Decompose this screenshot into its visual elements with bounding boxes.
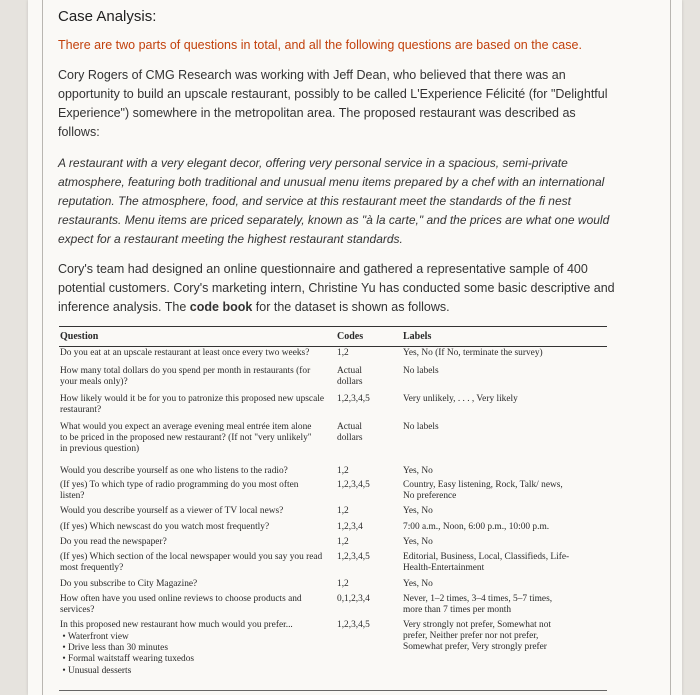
row-2-codes: Actual dollars xyxy=(337,366,363,388)
row-4-codes: Actual dollars xyxy=(337,422,363,444)
row-9-labels: Yes, No xyxy=(403,537,433,547)
row-2-labels: No labels xyxy=(403,366,439,376)
intro-text: There are two parts of questions in total, and all the following questions are based on the case. xyxy=(58,38,582,52)
row-10-codes: 1,2,3,4,5 xyxy=(337,552,370,562)
preference-bullet-list xyxy=(60,632,330,677)
row-10-question: (If yes) Which section of the local newspaper would you say you read most frequently? xyxy=(60,552,323,574)
row-7-labels: Yes, No xyxy=(403,506,433,516)
row-9-question: Do you read the newspaper? xyxy=(60,537,167,547)
row-8-codes: 1,2,3,4 xyxy=(337,522,363,532)
row-13-codes: 1,2,3,4,5 xyxy=(337,620,370,630)
row-6-codes: 1,2,3,4,5 xyxy=(337,480,370,490)
header-codes: Codes xyxy=(337,331,364,342)
row-11-codes: 1,2 xyxy=(337,579,349,589)
row-12-question: How often have you used online reviews to choose products and services? xyxy=(60,594,302,616)
row-11-question: Do you subscribe to City Magazine? xyxy=(60,579,198,589)
row-9-codes: 1,2 xyxy=(337,537,349,547)
row-5-codes: 1,2 xyxy=(337,466,349,476)
paragraph-2-bold: code book xyxy=(189,300,253,314)
document-page xyxy=(28,0,682,695)
row-12-codes: 0,1,2,3,4 xyxy=(337,594,370,604)
bullet-item: • Formal waitstaff wearing tuxedos xyxy=(60,654,195,665)
paragraph-2-text-before: Cory's team had designed an online questionnaire and gathered a representative sample of 400 potential customers. Cory's marketing intern, Christine Yu has conducted some basic descriptive and inference analysis. The xyxy=(58,262,615,314)
bullet-item: • Drive less than 30 minutes xyxy=(60,643,168,654)
row-1-labels: Yes, No (If No, terminate the survey) xyxy=(403,348,543,358)
table-bottom-rule xyxy=(59,690,607,691)
paragraph-2-text-after: for the dataset is shown as follows. xyxy=(252,300,450,314)
bullet-unusual-desserts: Unusual desserts xyxy=(67,665,132,676)
row-3-codes: 1,2,3,4,5 xyxy=(337,394,370,404)
row-13-labels: Very strongly not prefer, Somewhat not prefer, Neither prefer nor not prefer, Somewhat prefer, Very strongly prefer xyxy=(403,620,552,653)
row-3-question: How likely would it be for you to patronize this proposed new upscale restaurant? xyxy=(60,394,325,416)
row-8-question: (If yes) Which newscast do you watch most frequently? xyxy=(60,522,270,532)
row-7-codes: 1,2 xyxy=(337,506,349,516)
row-13-question: In this proposed new restaurant how much would you prefer... xyxy=(60,620,293,630)
row-10-labels: Editorial, Business, Local, Classifieds, Life-Health-Entertainment xyxy=(403,552,570,574)
content-frame xyxy=(42,0,671,695)
case-paragraph-1: Cory Rogers of CMG Research was working with Jeff Dean, who believed that there was an opportunity to build an upscale restaurant, possibly to be called L'Experience Félicité (for "Delightful Experience") somewhere in the metropolitan area. The proposed restaurant was described as follows: xyxy=(58,68,608,139)
row-1-question: Do you eat at an upscale restaurant at least once every two weeks? xyxy=(60,348,310,358)
header-question: Question xyxy=(60,331,99,342)
table-header-row xyxy=(59,326,607,347)
case-paragraph-2 xyxy=(58,260,628,317)
bullet-item: • Unusual desserts xyxy=(60,665,132,676)
bullet-drive-time: Drive less than 30 minutes xyxy=(67,643,168,654)
code-book-table xyxy=(59,326,607,692)
bullet-item: • Waterfront view xyxy=(60,632,129,642)
bullet-waterfront-view: Waterfront view xyxy=(67,632,129,642)
row-8-labels: 7:00 a.m., Noon, 6:00 p.m., 10:00 p.m. xyxy=(403,522,550,532)
row-6-question: (If yes) To which type of radio programming do you most often listen? xyxy=(60,480,299,502)
row-7-question: Would you describe yourself as a viewer of TV local news? xyxy=(60,506,284,516)
row-4-labels: No labels xyxy=(403,422,439,432)
row-3-labels: Very unlikely, . . . , Very likely xyxy=(403,394,518,404)
row-12-labels: Never, 1–2 times, 3–4 times, 5–7 times, more than 7 times per month xyxy=(403,594,553,616)
row-11-labels: Yes, No xyxy=(403,579,433,589)
header-labels: Labels xyxy=(403,331,432,342)
row-4-question: What would you expect an average evening meal entrée item alone to be priced in the proposed new restaurant? (If not "very unlikely" in previous question) xyxy=(60,422,312,455)
row-1-codes: 1,2 xyxy=(337,348,349,358)
row-5-question: Would you describe yourself as one who listens to the radio? xyxy=(60,466,288,476)
row-6-labels: Country, Easy listening, Rock, Talk/ news, No preference xyxy=(403,480,563,502)
row-5-labels: Yes, No xyxy=(403,466,433,476)
row-2-question: How many total dollars do you spend per month in restaurants (for your meals only)? xyxy=(60,366,311,388)
page-title: Case Analysis: xyxy=(58,8,157,25)
bullet-formal-waitstaff: Formal waitstaff wearing tuxedos xyxy=(67,654,195,665)
restaurant-description-quote: A restaurant with a very elegant decor, offering very personal service in a spacious, semi-private atmosphere, featuring both traditional and unusual menu items prepared by a chef with an international reputation. The atmosphere, food, and service at this restaurant meet the standards of the fi nest restaurants. Menu items are priced separately, known as "à la carte," and the prices are what one would expect for a restaurant meeting the highest restaurant standards. xyxy=(58,156,610,246)
